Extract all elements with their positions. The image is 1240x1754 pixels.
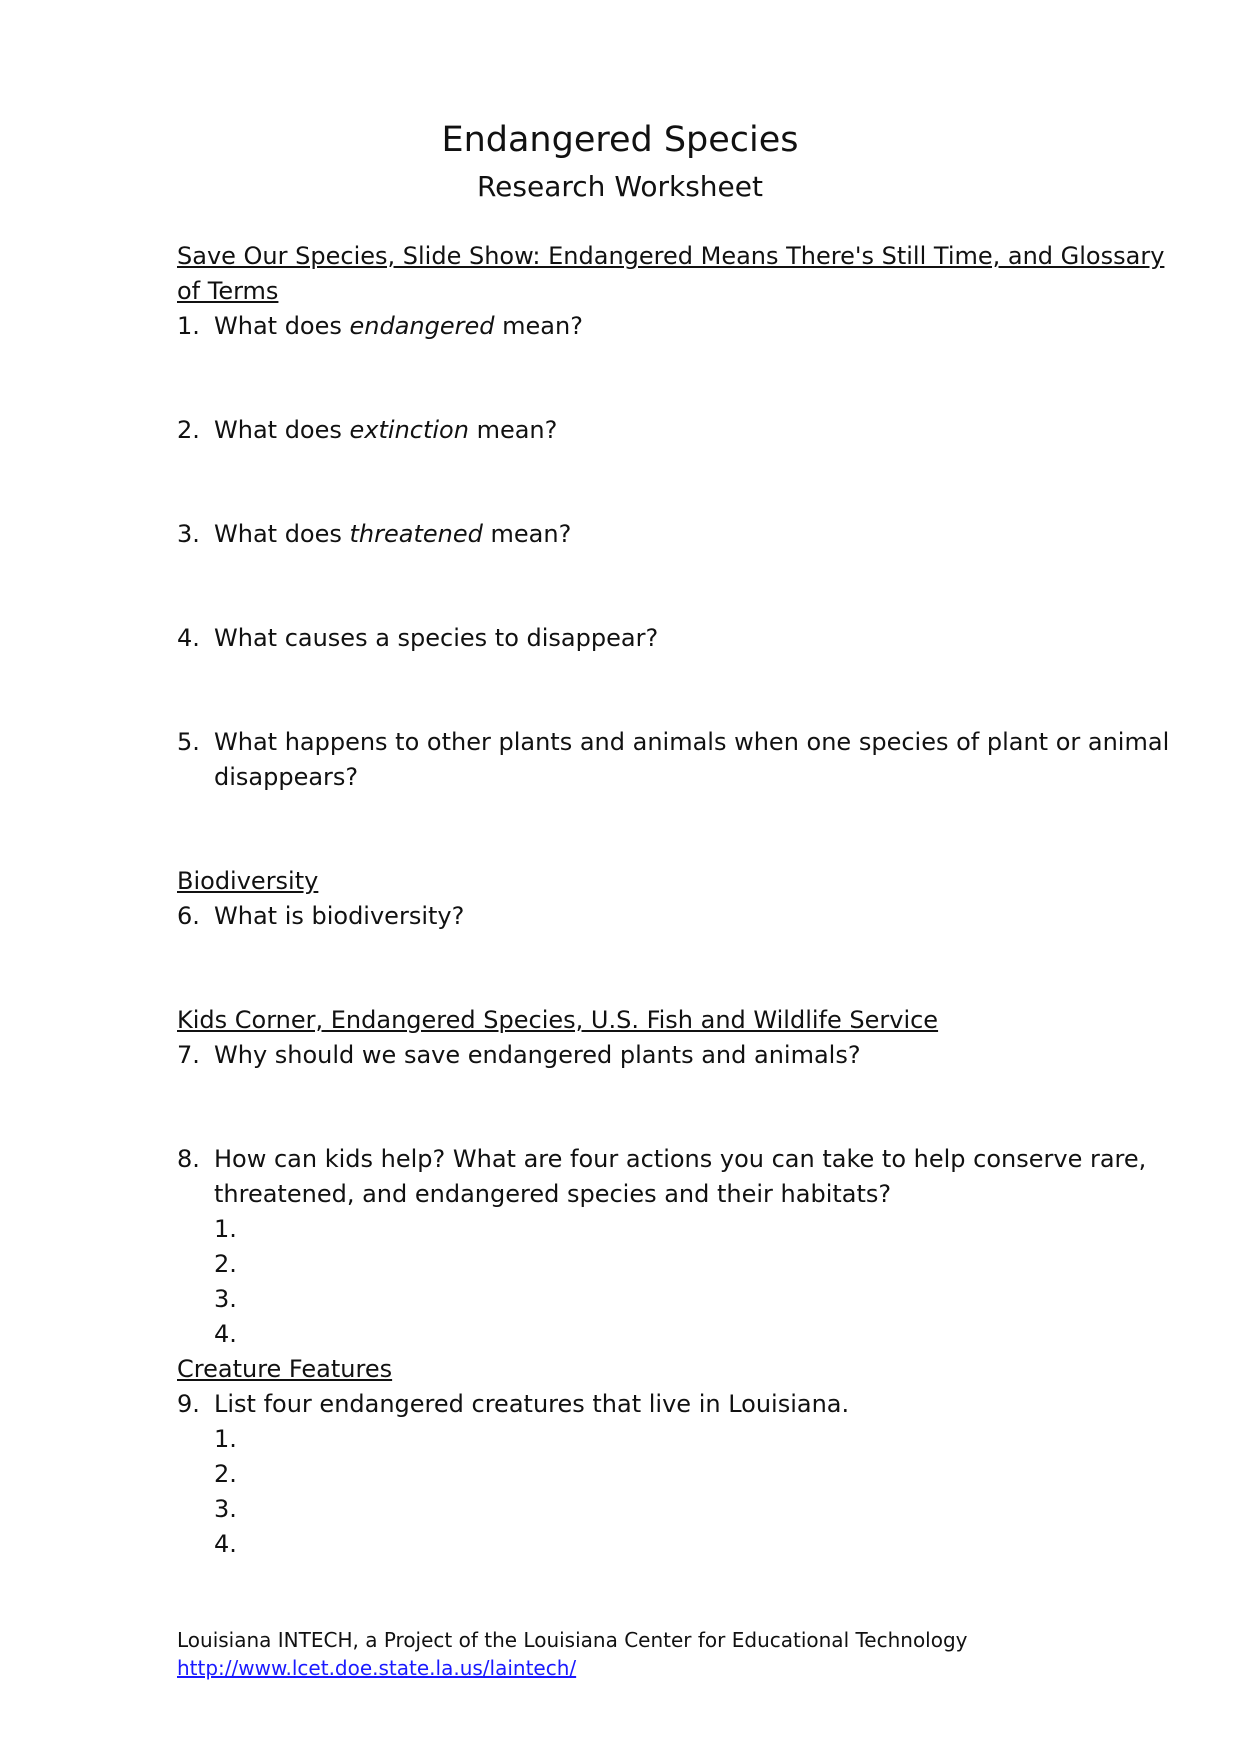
- question-6: [177, 902, 464, 930]
- question-2: [177, 416, 557, 444]
- answer-line-number: 2.: [214, 1460, 237, 1488]
- section-heading-save-our-species-cont: of Terms: [177, 277, 279, 305]
- question-number: 5.: [177, 728, 200, 756]
- section-heading-biodiversity: Biodiversity: [177, 867, 319, 895]
- question-text-end: mean?: [482, 520, 572, 548]
- answer-line-number: 4.: [214, 1530, 237, 1558]
- question-text: What does: [214, 416, 350, 444]
- question-text: Why should we save endangered plants and animals?: [214, 1041, 861, 1069]
- question-9: [177, 1390, 849, 1418]
- question-term: threatened: [349, 520, 483, 548]
- question-number: 6.: [177, 902, 200, 930]
- question-text: What causes a species to disappear?: [214, 624, 659, 652]
- question-text: What does: [214, 520, 350, 548]
- footer-link[interactable]: http://www.lcet.doe.state.la.us/laintech/: [177, 1656, 577, 1680]
- question-number: 9.: [177, 1390, 200, 1418]
- page-subtitle: Research Worksheet: [476, 170, 763, 203]
- question-number: 4.: [177, 624, 200, 652]
- question-5: [177, 728, 1169, 756]
- answer-line-number: 3.: [214, 1495, 237, 1523]
- question-text-end: mean?: [494, 312, 583, 340]
- question-number: 8.: [177, 1145, 200, 1173]
- section-heading-save-our-species: Save Our Species, Slide Show: Endangered Means There's Still Time, and Glossary: [177, 242, 1165, 270]
- question-text: What does: [214, 312, 350, 340]
- question-8-continued: threatened, and endangered species and their habitats?: [214, 1180, 892, 1208]
- question-number: 3.: [177, 520, 200, 548]
- question-text-end: mean?: [468, 416, 558, 444]
- footer-credit: Louisiana INTECH, a Project of the Louisiana Center for Educational Technology: [177, 1628, 968, 1652]
- question-text: List four endangered creatures that live in Louisiana.: [214, 1390, 850, 1418]
- question-8: [177, 1145, 1146, 1173]
- section-heading-kids-corner: Kids Corner, Endangered Species, U.S. Fish and Wildlife Service: [177, 1006, 939, 1034]
- question-number: 1.: [177, 312, 200, 340]
- answer-line-number: 1.: [214, 1215, 237, 1243]
- question-5-continued: disappears?: [214, 763, 359, 791]
- question-text: What is biodiversity?: [214, 902, 465, 930]
- question-term: extinction: [349, 416, 469, 444]
- section-heading-creature-features: Creature Features: [177, 1355, 393, 1383]
- answer-line-number: 3.: [214, 1285, 237, 1313]
- answer-line-number: 1.: [214, 1425, 237, 1453]
- answer-line-number: 2.: [214, 1250, 237, 1278]
- page-title: Endangered Species: [441, 120, 799, 160]
- question-number: 2.: [177, 416, 200, 444]
- question-7: [177, 1041, 861, 1069]
- question-3: [177, 520, 571, 548]
- question-1: [177, 312, 583, 340]
- question-number: 7.: [177, 1041, 200, 1069]
- question-text: How can kids help? What are four actions you can take to help conserve rare,: [214, 1145, 1147, 1173]
- answer-line-number: 4.: [214, 1320, 237, 1348]
- question-4: [177, 624, 658, 652]
- question-term: endangered: [349, 312, 495, 340]
- question-text: What happens to other plants and animals when one species of plant or animal: [214, 728, 1170, 756]
